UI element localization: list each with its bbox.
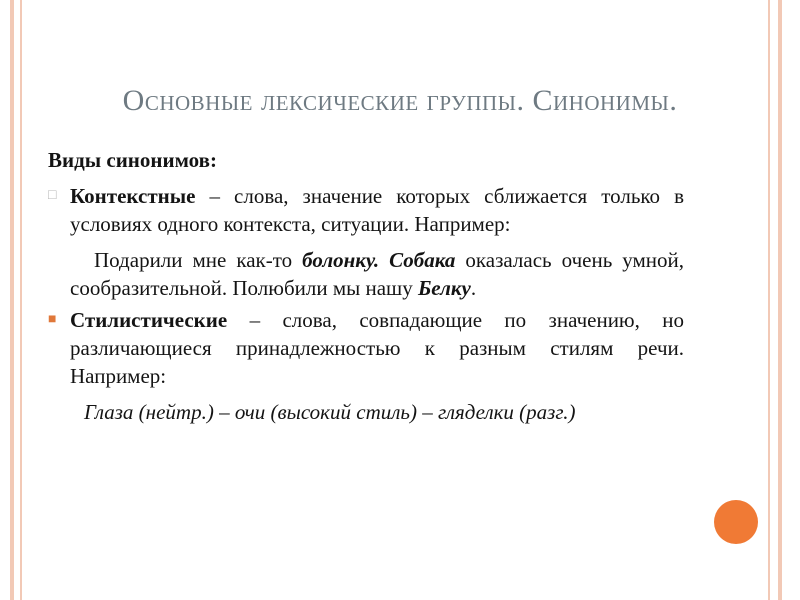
definition-contextual: – слова, значение которых сближается только в условиях одного контекста, ситуации. Например: (70, 184, 684, 236)
slide-content (48, 146, 684, 426)
example-1-word2: Белку (417, 276, 471, 300)
orange-square-bullet-icon: ■ (48, 312, 57, 327)
list-item-stylistic (48, 306, 684, 390)
orange-circle-icon (714, 500, 758, 544)
example-2: Глаза (нейтр.) – очи (высокий стиль) – гляделки (разг.) (84, 400, 576, 424)
term-stylistic: Стилистические (70, 308, 228, 332)
definition-stylistic: – слова, совпадающие по значению, но различающиеся принадлежностью к разным стилям речи. Например: (70, 308, 684, 388)
example-1-word1: болонку. Собака (302, 248, 456, 272)
left-inner-stripe (20, 0, 22, 600)
left-outer-stripe (10, 0, 14, 600)
right-outer-stripe (778, 0, 782, 600)
example-1-part3: . (470, 276, 477, 300)
empty-box-bullet-icon: □ (48, 188, 57, 203)
example-1-part2: оказалась очень умной, сообразительной. Полюбили мы нашу (70, 248, 684, 300)
list-item-contextual (48, 182, 684, 238)
slide-title: Основные лексические группы. Синонимы. (122, 84, 678, 117)
right-inner-stripe (768, 0, 770, 600)
example-1 (48, 246, 684, 302)
term-contextual: Контекстные (70, 184, 196, 208)
subtitle: Виды синонимов: (48, 148, 217, 172)
example-1-part1: Подарили мне как-то (94, 248, 303, 272)
